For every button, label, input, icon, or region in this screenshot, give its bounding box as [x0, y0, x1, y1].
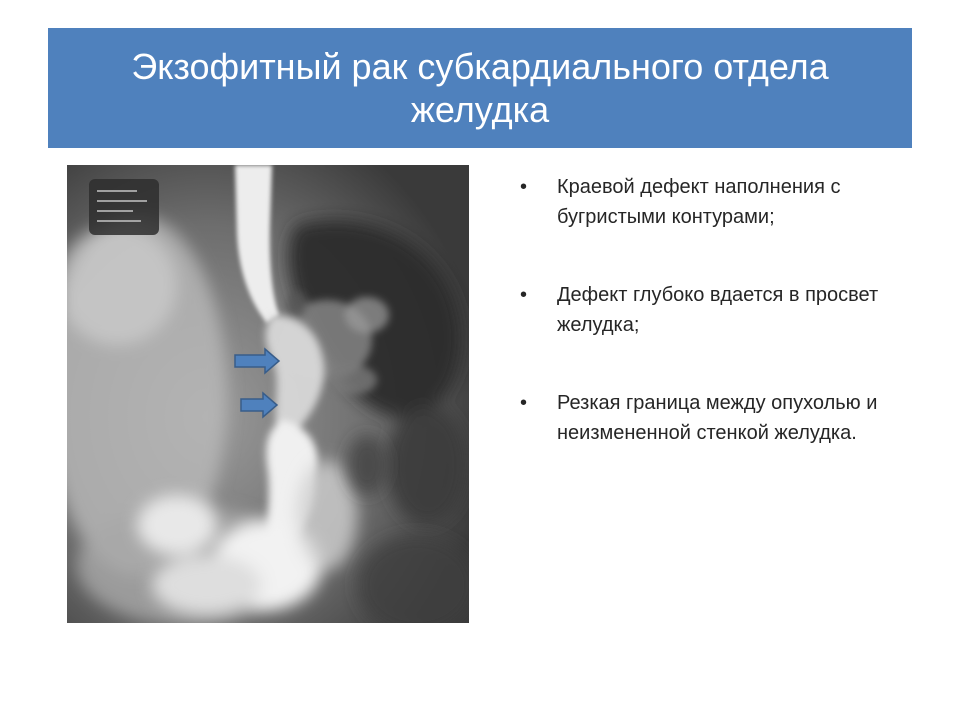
bullet-list: [520, 172, 910, 496]
xray-image: [67, 165, 469, 623]
bullet-item: [520, 280, 910, 340]
bullet-dot: •: [520, 284, 528, 306]
bullet-dot: •: [520, 392, 528, 414]
bullet-item: [520, 172, 910, 232]
bullet-dot: •: [520, 176, 528, 198]
film-label: [89, 179, 159, 235]
bullet-text: Краевой дефект наполнения с бугристыми контурами;: [557, 176, 841, 228]
slide-title: Экзофитный рак субкардиального отдела желудка: [131, 46, 829, 130]
title-banner: [48, 28, 912, 148]
bullet-text: Дефект глубоко вдается в просвет желудка;: [557, 284, 879, 336]
bullet-text: Резкая граница между опухолью и неизмененной стенкой желудка.: [557, 392, 878, 444]
bullet-item: [520, 388, 910, 448]
